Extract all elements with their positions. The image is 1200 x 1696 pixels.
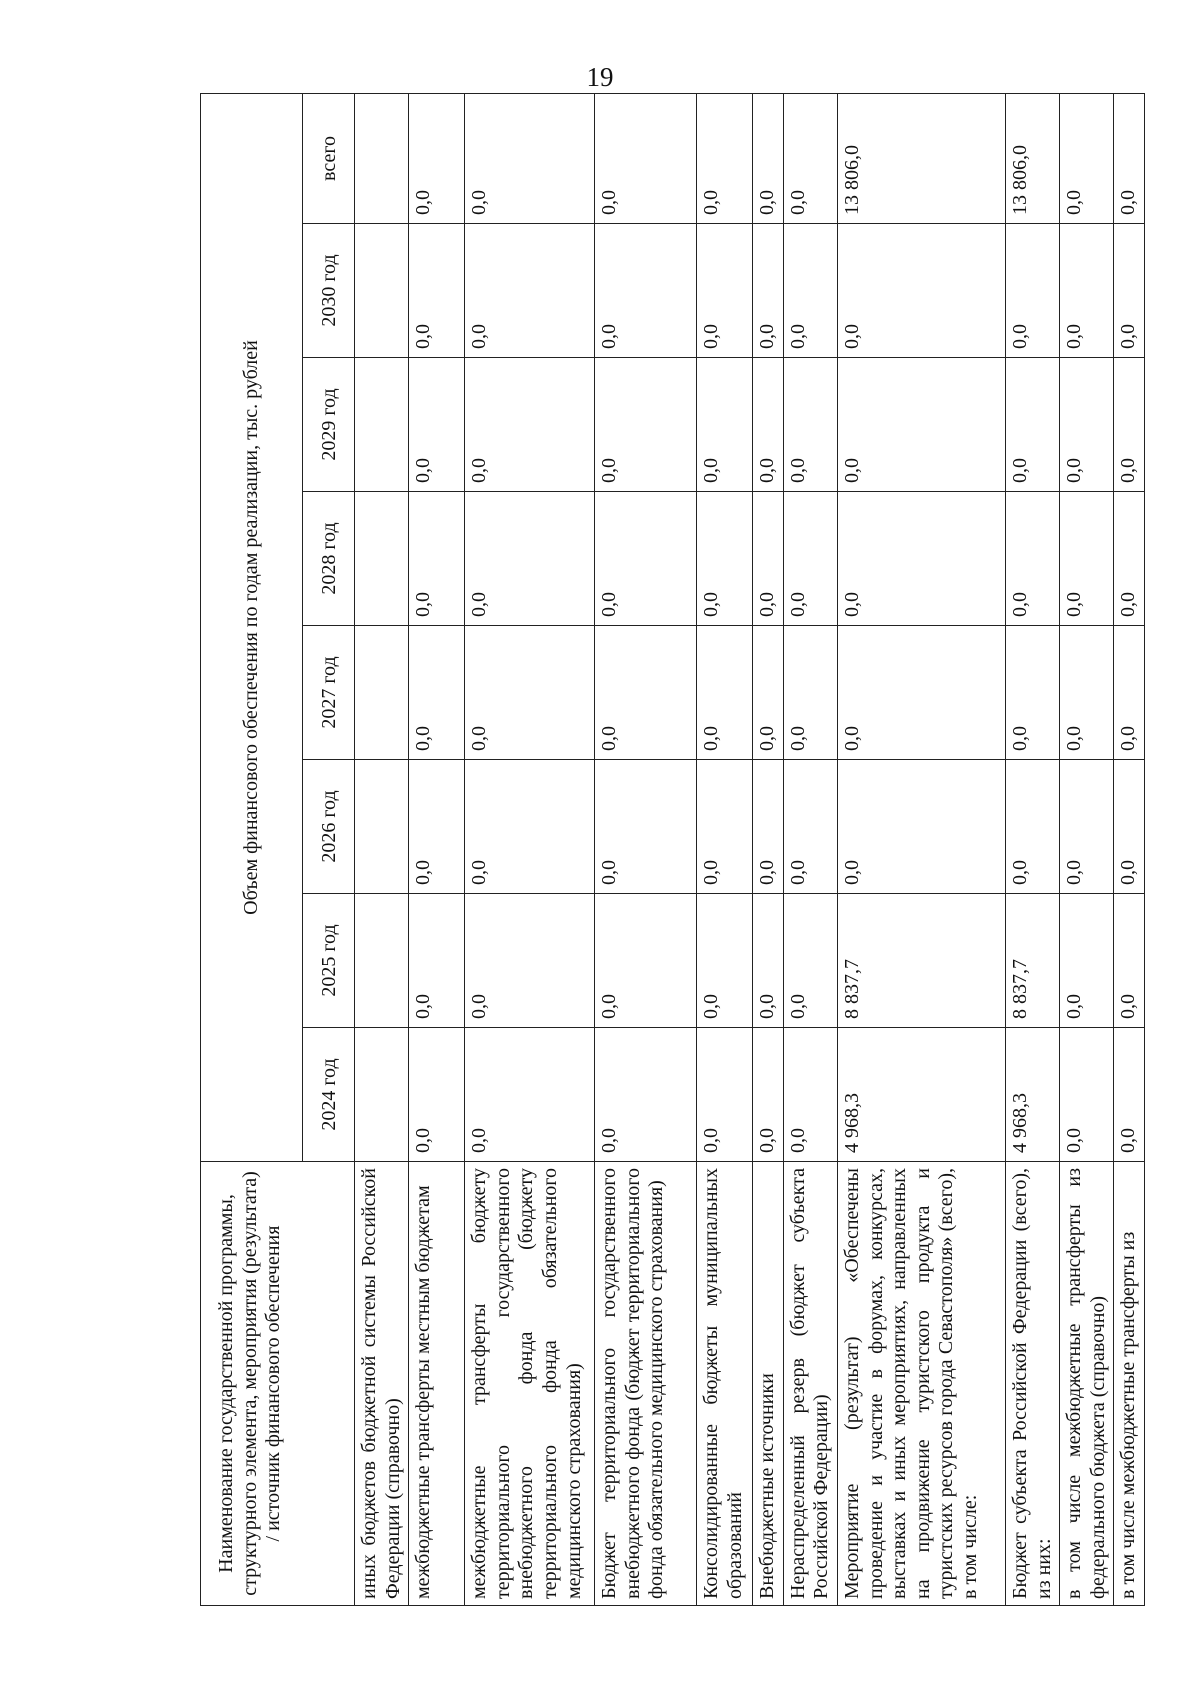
cell-value <box>355 626 409 760</box>
cell-value: 0,0 <box>1005 626 1059 760</box>
cell-value: 0,0 <box>783 894 837 1028</box>
header-year: 2024 год <box>303 1028 355 1162</box>
header-volume-title: Объем финансового обеспечения по годам реализации, тыс. рублей <box>201 93 303 1161</box>
cell-value <box>355 492 409 626</box>
cell-value: 0,0 <box>1060 626 1114 760</box>
cell-value <box>355 358 409 492</box>
cell-value: 0,0 <box>1060 760 1114 894</box>
cell-value: 0,0 <box>753 492 784 626</box>
cell-value: 0,0 <box>783 224 837 358</box>
cell-value: 4 968,3 <box>1005 1028 1059 1162</box>
cell-value: 0,0 <box>595 760 697 894</box>
table-row <box>355 93 409 1605</box>
row-name: Нераспределенный резерв (бюджет субъекта Российской Федерации) <box>783 1162 837 1606</box>
table-row <box>1060 93 1114 1605</box>
row-name: иных бюджетов бюджетной системы Российской Федерации (справочно) <box>355 1162 409 1606</box>
cell-value: 0,0 <box>465 1028 595 1162</box>
cell-value <box>355 224 409 358</box>
cell-value: 0,0 <box>409 492 465 626</box>
cell-value: 0,0 <box>409 224 465 358</box>
header-year: 2026 год <box>303 760 355 894</box>
cell-value: 4 968,3 <box>837 1028 1005 1162</box>
cell-value: 0,0 <box>1114 1028 1145 1162</box>
header-year: 2030 год <box>303 224 355 358</box>
cell-value: 0,0 <box>837 492 1005 626</box>
header-name: Наименование государственной программы, структурного элемента, мероприятия (результата) / источник финансового обеспечения <box>201 1162 355 1606</box>
cell-value: 0,0 <box>409 1028 465 1162</box>
cell-value <box>355 93 409 223</box>
cell-value: 0,0 <box>697 358 753 492</box>
cell-value: 13 806,0 <box>1005 93 1059 223</box>
cell-value: 0,0 <box>465 224 595 358</box>
cell-value: 0,0 <box>837 358 1005 492</box>
header-total: всего <box>303 93 355 223</box>
header-row-1 <box>201 93 303 1605</box>
cell-value: 0,0 <box>1060 93 1114 223</box>
header-year: 2025 год <box>303 894 355 1028</box>
table-row <box>837 93 1005 1605</box>
cell-value: 0,0 <box>1114 760 1145 894</box>
cell-value: 0,0 <box>1060 358 1114 492</box>
cell-value: 0,0 <box>837 224 1005 358</box>
cell-value: 0,0 <box>753 1028 784 1162</box>
cell-value <box>355 1028 409 1162</box>
row-name: в том числе межбюджетные трансферты из федерального бюджета (справочно) <box>1060 1162 1114 1606</box>
cell-value: 0,0 <box>697 760 753 894</box>
cell-value: 0,0 <box>753 358 784 492</box>
table-row <box>697 93 753 1605</box>
cell-value: 13 806,0 <box>837 93 1005 223</box>
cell-value: 0,0 <box>837 760 1005 894</box>
cell-value: 0,0 <box>1005 358 1059 492</box>
cell-value: 0,0 <box>753 894 784 1028</box>
cell-value: 8 837,7 <box>1005 894 1059 1028</box>
cell-value: 0,0 <box>409 894 465 1028</box>
cell-value: 0,0 <box>783 492 837 626</box>
cell-value: 0,0 <box>783 358 837 492</box>
cell-value: 0,0 <box>753 626 784 760</box>
cell-value: 0,0 <box>697 894 753 1028</box>
cell-value: 8 837,7 <box>837 894 1005 1028</box>
rotated-table-wrapper <box>200 94 1140 1606</box>
cell-value: 0,0 <box>409 358 465 492</box>
cell-value: 0,0 <box>753 760 784 894</box>
table-row <box>1005 93 1059 1605</box>
cell-value: 0,0 <box>837 626 1005 760</box>
cell-value: 0,0 <box>697 492 753 626</box>
cell-value: 0,0 <box>595 626 697 760</box>
table-row <box>1114 93 1145 1605</box>
cell-value: 0,0 <box>465 626 595 760</box>
cell-value: 0,0 <box>753 93 784 223</box>
header-year: 2028 год <box>303 492 355 626</box>
cell-value: 0,0 <box>465 93 595 223</box>
cell-value: 0,0 <box>1005 760 1059 894</box>
cell-value: 0,0 <box>595 492 697 626</box>
cell-value: 0,0 <box>1114 626 1145 760</box>
cell-value: 0,0 <box>783 1028 837 1162</box>
cell-value: 0,0 <box>1005 224 1059 358</box>
cell-value: 0,0 <box>409 93 465 223</box>
cell-value: 0,0 <box>783 760 837 894</box>
cell-value: 0,0 <box>595 1028 697 1162</box>
table-row <box>465 93 595 1605</box>
table-row <box>783 93 837 1605</box>
financing-table <box>200 93 1145 1606</box>
cell-value: 0,0 <box>465 492 595 626</box>
cell-value: 0,0 <box>783 626 837 760</box>
cell-value: 0,0 <box>1060 1028 1114 1162</box>
cell-value: 0,0 <box>595 894 697 1028</box>
cell-value: 0,0 <box>1060 224 1114 358</box>
cell-value: 0,0 <box>595 358 697 492</box>
cell-value: 0,0 <box>697 626 753 760</box>
cell-value: 0,0 <box>409 626 465 760</box>
cell-value: 0,0 <box>465 358 595 492</box>
cell-value: 0,0 <box>697 93 753 223</box>
cell-value: 0,0 <box>465 894 595 1028</box>
cell-value: 0,0 <box>1005 492 1059 626</box>
cell-value <box>355 760 409 894</box>
page-number: 19 <box>586 62 614 92</box>
row-name: Консолидированные бюджеты муниципальных образований <box>697 1162 753 1606</box>
header-year: 2029 год <box>303 358 355 492</box>
row-name: в том числе межбюджетные трансферты из <box>1114 1162 1145 1606</box>
cell-value: 0,0 <box>1114 224 1145 358</box>
row-name: Мероприятие (результат) «Обеспечены проведение и участие в форумах, конкурсах, выставках и иных мероприятиях, направленных на продвижение туристского продукта и туристских ресурсов города Севастополя» (всего), в том числе: <box>837 1162 1005 1606</box>
row-name: межбюджетные трансферты местным бюджетам <box>409 1162 465 1606</box>
row-name: Бюджет субъекта Российской Федерации (всего), из них: <box>1005 1162 1059 1606</box>
table-row <box>409 93 465 1605</box>
table-row <box>595 93 697 1605</box>
cell-value: 0,0 <box>1060 894 1114 1028</box>
table-row <box>753 93 784 1605</box>
cell-value: 0,0 <box>1114 358 1145 492</box>
cell-value: 0,0 <box>409 760 465 894</box>
row-name: Бюджет территориального государственного внебюджетного фонда (бюджет территориального фонда обязательного медицинского страхования) <box>595 1162 697 1606</box>
cell-value: 0,0 <box>697 224 753 358</box>
cell-value: 0,0 <box>697 1028 753 1162</box>
cell-value: 0,0 <box>1114 894 1145 1028</box>
cell-value: 0,0 <box>595 224 697 358</box>
row-name: межбюджетные трансферты бюджету территориального государственного внебюджетного фонда (бюджету территориального фонда обязательного медицинского страхования) <box>465 1162 595 1606</box>
cell-value: 0,0 <box>753 224 784 358</box>
cell-value: 0,0 <box>465 760 595 894</box>
row-name: Внебюджетные источники <box>753 1162 784 1606</box>
cell-value: 0,0 <box>1060 492 1114 626</box>
header-year: 2027 год <box>303 626 355 760</box>
cell-value: 0,0 <box>783 93 837 223</box>
cell-value: 0,0 <box>595 93 697 223</box>
cell-value: 0,0 <box>1114 93 1145 223</box>
cell-value: 0,0 <box>1114 492 1145 626</box>
cell-value <box>355 894 409 1028</box>
